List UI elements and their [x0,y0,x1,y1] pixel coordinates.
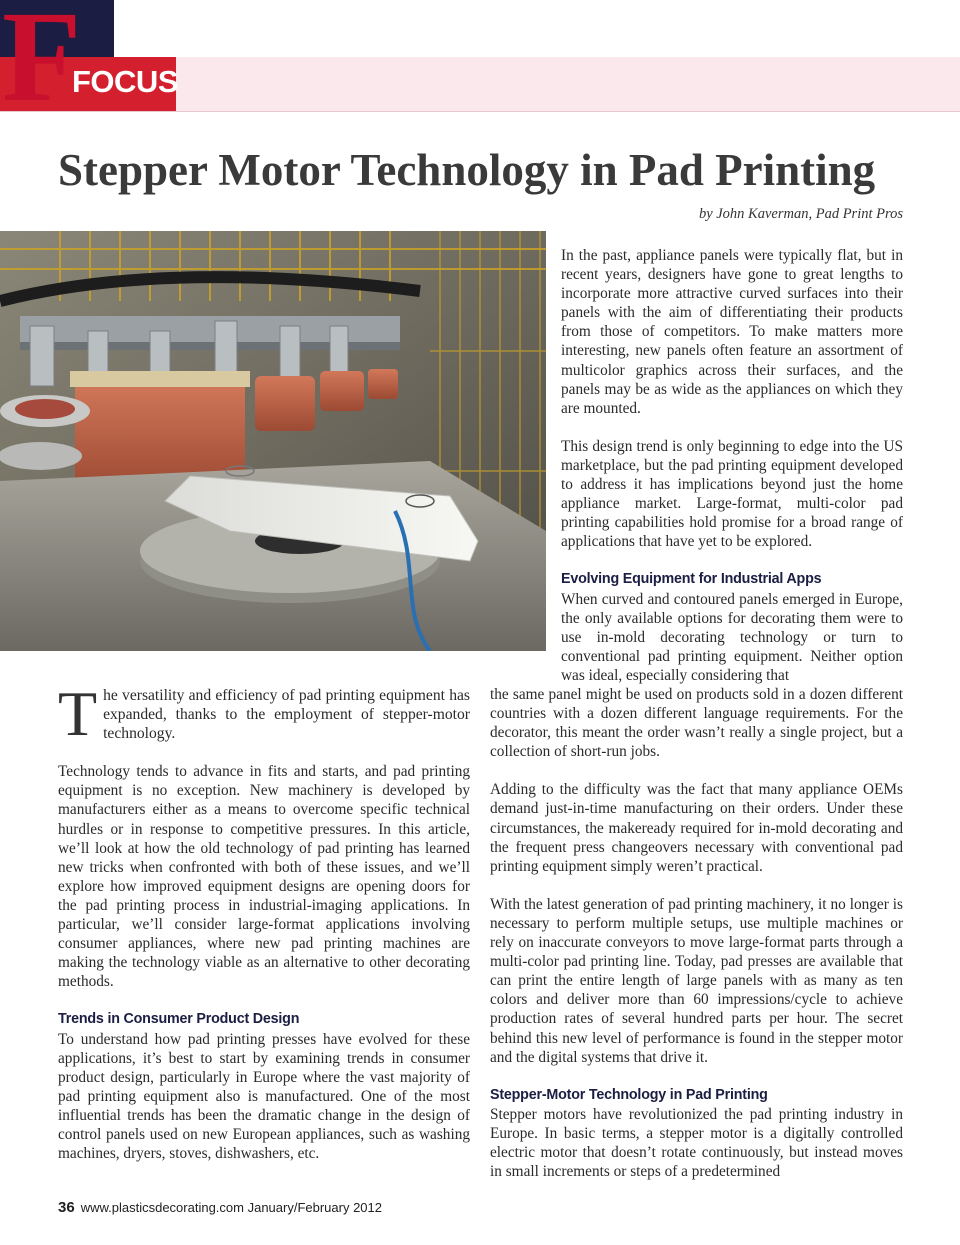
article-title: Stepper Motor Technology in Pad Printing [58,145,876,195]
subheading-trends: Trends in Consumer Product Design [58,1011,300,1028]
drop-cap: T [58,678,98,749]
page-footer [58,1199,382,1216]
body-paragraph: Technology tends to advance in fits and starts, and pad printing equipment is no exception. New machinery is developed by manufacturers either as a means to overcome specific technical hurdles or in response to competitive pressures. In this article, we’ll look at how the old technology of pad printing has learned new tricks when confronted with both of these issues, and we’ll explore how improved equipment designs are opening doors for the pad printing process in industrial-imaging applications. In particular, we’ll consider large-format applications involving consumer appliances, where new pad printing machines are making the technology viable as an alternative to other decorating methods. [58,763,470,991]
body-paragraph: Adding to the difficulty was the fact that many appliance OEMs demand just-in-time manufacturing on their orders. Under these circumstances, the makeready required for in-mold decorating and the frequent press changeovers necessary with conventional pad printing equipment simply weren’t practical. [490,781,903,875]
body-paragraph: In the past, appliance panels were typically flat, but in recent years, designers have gone to great lengths to incorporate more attractive curved surfaces into their panels with the aim of differentiating their products from those of competitors. To make matters more interesting, new panels often feature an assortment of multicolor graphics across their surfaces, and the panels may be as wide as the appliances on which they are mounted. [561,247,903,417]
right-column-lower [490,685,903,1181]
right-column-upper [561,246,903,685]
body-paragraph: Stepper motors have revolutionized the pad printing industry in Europe. In basic terms, a stepper motor is a digitally controlled electric motor that doesn’t rotate continuously, but instead moves in small increments or steps of a predetermined [490,1105,903,1181]
left-column [58,678,470,1163]
photo-illustration [0,231,546,651]
body-paragraph: the same panel might be used on products sold in a dozen different countries with a dozen different language requirements. For the decorator, this meant the order wasn’t really a single project, but a collection of short-run jobs. [490,686,903,761]
section-label: FOCUS [72,64,178,99]
body-paragraph: With the latest generation of pad printing machinery, it no longer is necessary to perform multiple setups, use multiple machines or rely on inaccurate conveyors to move large-format parts through a multi-color pad printing line. Today, pad presses are available that can print the entire length of large panels with as many as ten colors and deliver more than 60 impressions/cycle to achieve production rates of several hundred parts per hour. The secret behind this new level of performance is found in the stepper motor and the digital systems that drive it. [490,895,903,1066]
page-number: 36 [58,1199,75,1216]
body-paragraph: To understand how pad printing presses have evolved for these applications, it’s best to start by examining trends in consumer product design, particularly in Europe where the vast majority of pad printing equipment also is manufactured. One of the most influential trends has been the dramatic change in the design of control panels used on new European appliances, such as washing machines, dryers, stoves, dishwashers, etc. [58,1030,470,1163]
intro-paragraph [58,678,470,749]
intro-text: he versatility and efficiency of pad printing equipment has expanded, thanks to the employment of stepper-motor technology. [103,687,470,743]
body-paragraph: When curved and contoured panels emerged in Europe, the only available options for decorating them were to use in-mold decorating technology or turn to conventional pad printing equipment. Neither option was ideal, especially considering that [561,590,903,684]
footer-text: www.plasticsdecorating.com January/February 2012 [80,1200,382,1215]
body-paragraph: This design trend is only beginning to edge into the US marketplace, but the pad printing equipment developed to address it has implications beyond just the home appliance market. Large-format, multi-color pad printing capabilities hold promise for a broad range of applications that have yet to be explored. [561,437,903,551]
byline: by John Kaverman, Pad Print Pros [698,206,903,222]
pad-printing-machine-photo [0,231,546,651]
section-letter: F [2,0,82,129]
subheading-evolving: Evolving Equipment for Industrial Apps [561,571,822,588]
subheading-stepper: Stepper-Motor Technology in Pad Printing [490,1086,768,1103]
